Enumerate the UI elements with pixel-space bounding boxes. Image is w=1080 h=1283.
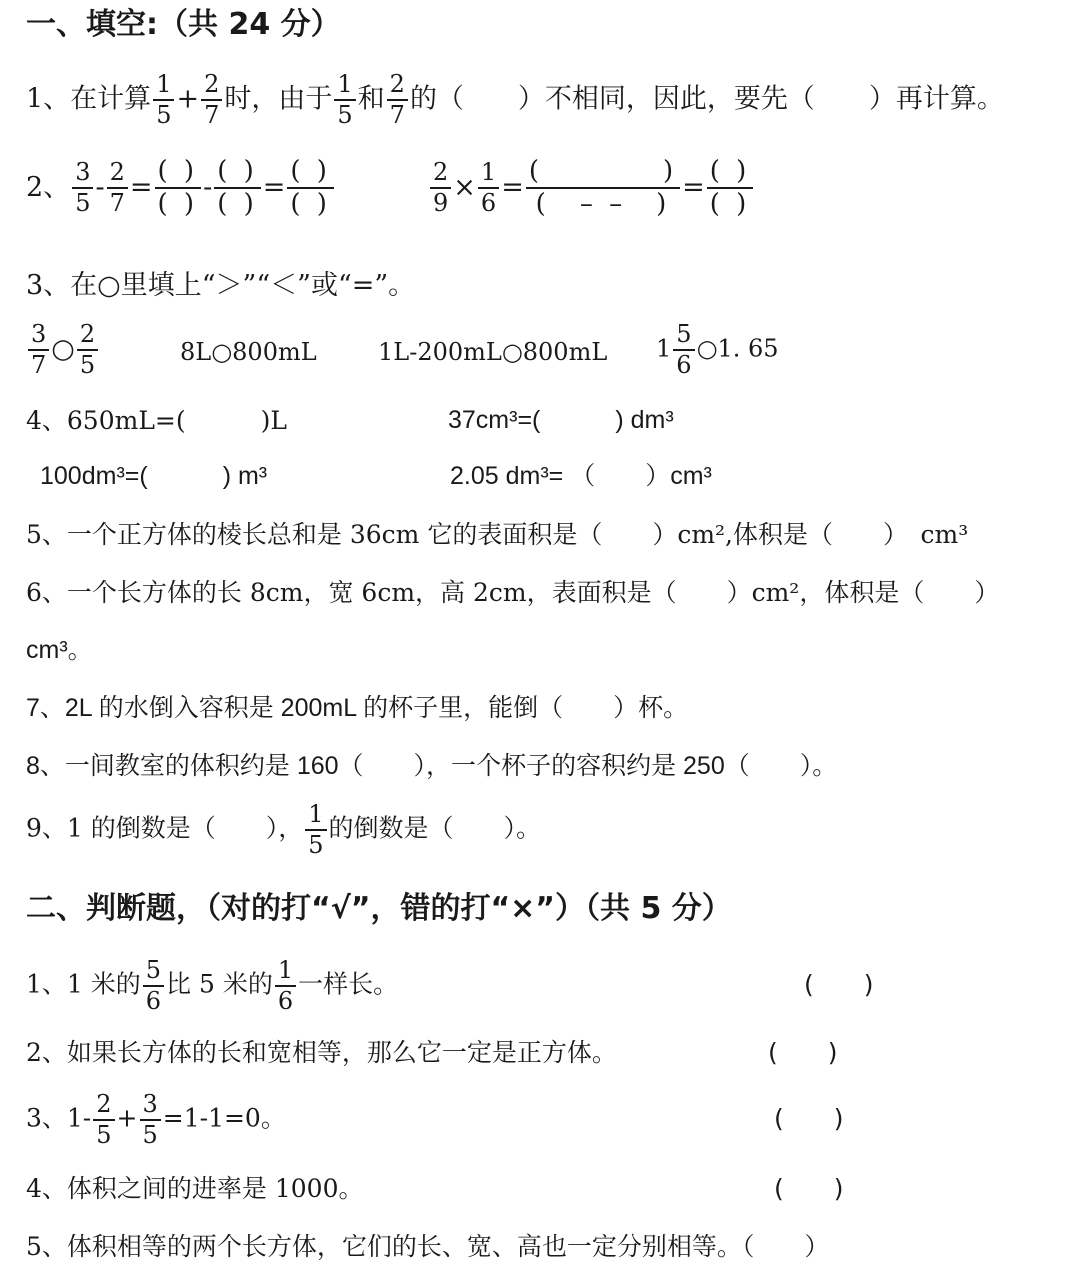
fraction: $\frac{2}{9}$ (430, 160, 451, 216)
question-4a: 4、650mL=( )L (26, 406, 287, 435)
blank-fraction: $\frac{( )}{( )}$ (155, 158, 202, 219)
circle-icon: ○ (51, 333, 75, 365)
q1-prefix: 1、在计算 (26, 83, 152, 115)
fraction: $\frac{2}{7}$ (107, 160, 128, 216)
section-1-heading: 一、填空:（共 24 分） (26, 7, 341, 42)
answer-bracket-3[interactable]: ( ) (774, 1104, 844, 1133)
answer-bracket-1[interactable]: ( ) (804, 970, 874, 999)
judge-3: 3、1- $\frac{2}{5}$ + $\frac{3}{5}$ =1-1=0。 (26, 1090, 286, 1150)
judge-2: 2、如果长方体的长和宽相等，那么它一定是正方体。 (26, 1038, 617, 1067)
fraction: $\frac{2}{5}$ (93, 1092, 114, 1148)
blank-fraction: $\frac{( )}{( )}$ (707, 158, 754, 219)
question-4b: 37cm³=( ) dm³ (448, 406, 674, 434)
judge-1: 1、1 米的 $\frac{5}{6}$ 比 5 米的 $\frac{1}{6}$ 一样长。 (26, 956, 399, 1016)
question-8: 8、一间教室的体积约是 160（ ），一个杯子的容积约是 250（ ）。 (26, 752, 838, 780)
question-7: 7、2L 的水倒入容积是 200mL 的杯子里，能倒（ ）杯。 (26, 694, 689, 722)
fraction: $\frac{3}{5}$ (72, 160, 93, 216)
blank-fraction: $\frac{( )}{( )}$ (214, 158, 261, 219)
fraction: $\frac{3}{5}$ (140, 1092, 161, 1148)
question-2: 2、 $\frac{3}{5}$ - $\frac{2}{7}$ = $\frac{( )}{( )}$ - $\frac{( )}{( )}$ = $\frac{( )}{( )}$ (26, 158, 336, 219)
fraction: $\frac{5}{6}$ (143, 958, 164, 1014)
fraction: $\frac{1}{6}$ (275, 958, 296, 1014)
question-4d: 2.05 dm³= （ ）cm³ (450, 462, 712, 490)
fraction: $\frac{2}{7}$ (387, 72, 408, 128)
compare-item-2: 8L○800mL (180, 338, 317, 366)
fraction: $\frac{1}{5}$ (305, 802, 326, 858)
question-2-multiplication: $\frac{2}{9}$ × $\frac{1}{6}$ = $\frac{( )}{( - - )}$ = $\frac{( )}{( )}$ (428, 158, 755, 219)
question-1: 1、在计算 $\frac{1}{5}$ + $\frac{2}{7}$ 时，由于 $\frac{1}{5}$ 和 $\frac{2}{7}$ 的（ ）不相同，因此，要先（ ）再计算。 (26, 70, 1004, 130)
fraction: $\frac{5}{6}$ (673, 322, 694, 378)
fraction: $\frac{3}{7}$ (28, 322, 49, 378)
blank-fraction: $\frac{( )}{( - - )}$ (526, 158, 680, 219)
judge-5: 5、体积相等的两个长方体，它们的长、宽、高也一定分别相等。（ ） (26, 1232, 830, 1261)
compare-item-3: 1L-200mL○800mL (378, 338, 608, 366)
fraction: $\frac{2}{7}$ (201, 72, 222, 128)
fraction: $\frac{1}{5}$ (334, 72, 355, 128)
question-9: 9、1 的倒数是（ ）， $\frac{1}{5}$ 的倒数是（ ）。 (26, 800, 542, 860)
fraction: $\frac{1}{5}$ (153, 72, 174, 128)
question-4c: 100dm³=( ) m³ (40, 462, 268, 490)
section-2-heading: 二、判断题，（对的打“√”，错的打“×”）（共 5 分） (26, 891, 732, 926)
fraction: $\frac{2}{5}$ (77, 322, 98, 378)
blank-fraction: $\frac{( )}{( )}$ (287, 158, 334, 219)
fraction: $\frac{1}{6}$ (478, 160, 499, 216)
compare-item-4: 1 $\frac{5}{6}$ ○1. 65 (656, 320, 779, 380)
answer-bracket-4[interactable]: ( ) (774, 1174, 844, 1203)
judge-4: 4、体积之间的进率是 1000。 (26, 1174, 364, 1203)
question-6: 6、一个长方体的长 8cm，宽 6cm，高 2cm，表面积是（ ）cm²，体积是（ ） (26, 578, 1000, 607)
answer-bracket-2[interactable]: ( ) (768, 1038, 838, 1067)
compare-item-1 (26, 322, 100, 378)
question-5: 5、一个正方体的棱长总和是 36cm 它的表面积是（ ）cm²,体积是（ ） cm³ (26, 520, 969, 549)
question-6-continued: cm³。 (26, 636, 93, 664)
question-3: 3、在○里填上“＞”“＜”或“=”。 (26, 270, 416, 301)
